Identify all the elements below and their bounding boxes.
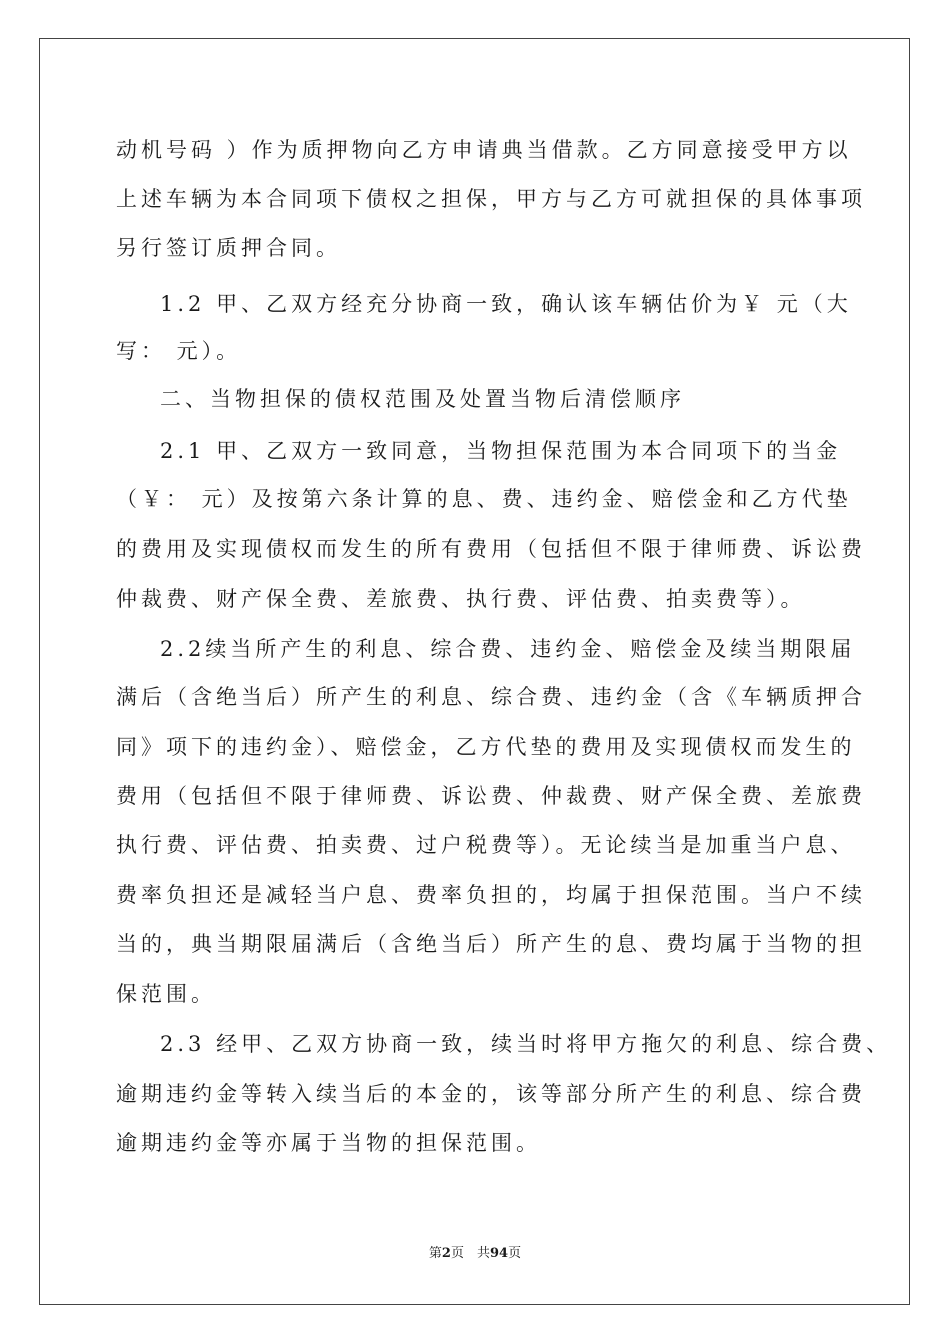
text-line: （￥： 元）及按第六条计算的息、费、违约金、赔偿金和乙方代垫 [116, 487, 852, 511]
text-line: 逾期违约金等转入续当后的本金的，该等部分所产生的利息、综合费 [116, 1082, 866, 1106]
text-line: 的费用及实现债权而发生的所有费用（包括但不限于律师费、诉讼费 [116, 537, 866, 561]
text-line: 费用（包括但不限于律师费、诉讼费、仲裁费、财产保全费、差旅费 [116, 784, 866, 808]
page-border [39, 38, 910, 1305]
page-label-mid: 页 共 [450, 1246, 490, 1261]
text-line: 仲裁费、财产保全费、差旅费、执行费、评估费、拍卖费等）。 [116, 587, 806, 611]
text-line: 2.2续当所产生的利息、综合费、违约金、赔偿金及续当期限届 [160, 637, 856, 661]
total-page-count: 94 [489, 1246, 509, 1261]
text-line: 保范围。 [116, 982, 216, 1006]
text-line: 当的，典当期限届满后（含绝当后）所产生的息、费均属于当物的担 [116, 932, 866, 956]
text-line: 同》项下的违约金）、赔偿金，乙方代垫的费用及实现债权而发生的 [116, 735, 856, 759]
text-line: 写： 元）。 [116, 339, 242, 363]
section-heading: 二、当物担保的债权范围及处置当物后清偿顺序 [160, 387, 685, 411]
text-line: 1.2 甲、乙双方经充分协商一致，确认该车辆估价为￥ 元（大 [160, 292, 852, 316]
text-line: 满后（含绝当后）所产生的利息、综合费、违约金（含《车辆质押合 [116, 685, 866, 709]
text-line: 2.1 甲、乙双方一致同意，当物担保范围为本合同项下的当金 [160, 439, 842, 463]
text-line: 2.3 经甲、乙双方协商一致，续当时将甲方拖欠的利息、综合费、 [160, 1032, 892, 1056]
text-line: 上述车辆为本合同项下债权之担保，甲方与乙方可就担保的具体事项 [116, 187, 866, 211]
text-line: 逾期违约金等亦属于当物的担保范围。 [116, 1131, 541, 1155]
text-line: 另行签订质押合同。 [116, 236, 341, 260]
text-line: 执行费、评估费、拍卖费、过户税费等）。无论续当是加重当户息、 [116, 833, 856, 857]
page-label-suffix: 页 [508, 1246, 522, 1261]
current-page-number: 2 [441, 1246, 451, 1261]
text-line: 费率负担还是减轻当户息、费率负担的，均属于担保范围。当户不续 [116, 883, 866, 907]
page-footer [0, 1245, 950, 1263]
text-line: 动机号码 ）作为质押物向乙方申请典当借款。乙方同意接受甲方以 [116, 138, 852, 162]
page-label-prefix: 第 [428, 1246, 442, 1261]
